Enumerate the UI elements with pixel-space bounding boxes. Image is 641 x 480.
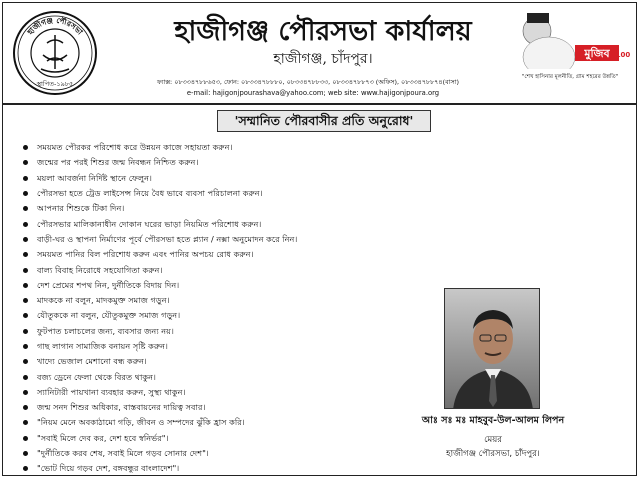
request-item	[23, 186, 297, 201]
request-text: "সবাই মিলে দেব কর, দেশ হবে স্বনির্ভর"।	[37, 432, 169, 443]
bullet-icon	[23, 375, 28, 380]
seal-year: স্থাপিত-১৯৮৫	[36, 80, 74, 88]
request-item	[23, 431, 297, 446]
bullet-icon	[23, 268, 28, 273]
bullet-icon	[23, 283, 28, 288]
request-text: "দুর্নীতিকে করব শেষ, সবাই মিলে গড়ব সোনার দেশ"।	[37, 448, 209, 459]
bullet-icon	[23, 160, 28, 165]
request-item	[23, 354, 297, 369]
request-text: জন্ম সনদ শিশুর অধিকার, বাস্তবায়নের দায়িত্ব সবার।	[37, 402, 206, 413]
request-item	[23, 262, 297, 277]
bullet-icon	[23, 191, 28, 196]
request-item	[23, 369, 297, 384]
bullet-icon	[23, 390, 28, 395]
notice-frame	[2, 2, 637, 476]
request-text: দেশ প্রেমের শপথ নিন, দুর্নীতিকে বিদায় দিন।	[37, 279, 180, 290]
bullet-icon	[23, 344, 28, 349]
request-item	[23, 400, 297, 415]
bullet-icon	[23, 329, 28, 334]
request-item	[23, 278, 297, 293]
bullet-icon	[23, 237, 28, 242]
bullet-icon	[23, 176, 28, 181]
request-text: মাদককে না বলুন, মাদকমুক্ত সমাজ গড়ুন।	[37, 295, 170, 306]
seal-ring-text: হাজীগঞ্জ পৌরসভা	[25, 15, 85, 37]
request-item	[23, 216, 297, 231]
bullet-icon	[23, 252, 28, 257]
request-item	[23, 461, 297, 476]
request-text: "নিয়ম মেনে অবকাঠামো গড়ি, জীবন ও সম্পদের ঝুঁকি হ্রাস করি।	[37, 417, 245, 428]
request-item	[23, 446, 297, 461]
request-text: স্যানিটারী পায়খানা ব্যবহার করুন, সুস্থ্য থাকুন।	[37, 386, 186, 397]
request-item	[23, 140, 297, 155]
request-item	[23, 293, 297, 308]
municipality-seal	[11, 9, 99, 97]
office-title: হাজীগঞ্জ পৌরসভা কার্যালয়	[174, 16, 472, 47]
contact-email-web: e-mail: hajigonjpourashava@yahoo.com; web site: www.hajigonjpoura.org	[186, 89, 440, 97]
request-item	[23, 308, 297, 323]
request-item	[23, 385, 297, 400]
request-item	[23, 171, 297, 186]
request-item	[23, 415, 297, 430]
bullet-icon	[23, 313, 28, 318]
bullet-icon	[23, 405, 28, 410]
request-text: যৌতুককে না বলুন, যৌতুকমুক্ত সমাজ গড়ুন।	[37, 310, 181, 321]
request-item	[23, 324, 297, 339]
request-text: গাছ লাগান সামাজিক বনায়ন সৃষ্টি করুন।	[37, 341, 168, 351]
request-text: খাদ্যে ভেজাল মেশানো বন্ধ করুন।	[37, 356, 147, 367]
mayor-organization: হাজীগঞ্জ পৌরসভা, চাঁদপুর।	[446, 449, 540, 459]
request-text: বজ্য ড্রেনে ফেলা থেকে বিরত থাকুন।	[37, 371, 156, 382]
bullet-icon	[23, 298, 28, 303]
mujib-label: মুজিব	[584, 47, 610, 60]
request-text: আপনার শিশুকে টিকা দিন।	[37, 203, 125, 214]
request-text: বাল্য বিবাহ নিরোধে সহযোগিতা করুন।	[37, 264, 163, 275]
mayor-name: আঃ সঃ মঃ মাহবুব-উল-আলম লিপন	[421, 415, 565, 426]
request-text: পৌরসভার মালিকানাধীন দোকান ঘরের ভাড়া নিয়মিত পরিশোধ করুন।	[37, 218, 262, 229]
contact-phones: ফ্যাক্স: ০৮৩৩৪৭৮৮৬৫৩, ফোন: ০৮৩৩৪৭৮৮৮০, ০৮৩৩৪৭৮৮৩৩, ০৮৩৩৪৭৮৮৭৩ (অফিস), ০৮৩৩৪৭৮৮৭৪(বাসা)	[156, 78, 460, 86]
bullet-icon	[23, 145, 28, 150]
bullet-icon	[23, 359, 28, 364]
bullet-icon	[23, 451, 28, 456]
mujib-number: 100	[615, 51, 631, 59]
request-list	[23, 140, 297, 477]
request-item	[23, 247, 297, 262]
mayor-title: মেয়র	[484, 435, 502, 445]
request-text: ময়লা আবর্জনা নির্দিষ্ট স্থানে ফেলুন।	[37, 172, 152, 183]
request-item	[23, 339, 297, 354]
bullet-icon	[23, 206, 28, 211]
mujib-caption: "শেখ হাসিনার মূলনীতি, গ্রাম শহরের উন্নতি"	[521, 74, 619, 80]
request-text: বাড়ী-ঘর ও স্থাপনা নির্মাণের পূর্বে পৌরসভা হতে প্ল্যান / নক্সা অনুমোদন করে নিন।	[37, 233, 298, 244]
request-text: "ভোট দিয়ে গড়ব দেশ, বঙ্গবন্ধুর বাংলাদেশ"।	[37, 463, 180, 474]
request-text: সময়মত পানির বিল পরিশোধ করুন এবং পানির অপচয় রোধ করুন।	[37, 249, 254, 260]
bullet-icon	[23, 466, 28, 471]
request-item	[23, 155, 297, 170]
request-text: ফুটপাত চলাচলের জন্য, ব্যবসার জন্য নয়।	[37, 325, 174, 336]
request-text: জন্মের পর পরই শিশুর জন্ম নিবন্ধন নিশ্চিত করুন।	[37, 157, 199, 168]
request-text: সময়মত পৌরকর পরিশোধ করে উন্নয়ন কাজে সহায়তা করুন।	[37, 142, 233, 153]
request-item	[23, 232, 297, 247]
request-banner: 'সম্মানিত পৌরবাসীর প্রতি অনুরোধ'	[217, 110, 431, 132]
mayor-photo	[444, 288, 540, 409]
request-item	[23, 201, 297, 216]
bullet-icon	[23, 436, 28, 441]
bullet-icon	[23, 222, 28, 227]
header	[3, 3, 636, 105]
office-location: হাজীগঞ্জ, চাঁদপুর।	[273, 51, 373, 67]
request-text: পৌরসভা হতে ট্রেড লাইসেন্স নিয়ে বৈধ ভাবে ব্যবসা পরিচালনা করুন।	[37, 188, 263, 199]
mujib-100-badge	[515, 13, 633, 97]
bullet-icon	[23, 420, 28, 425]
